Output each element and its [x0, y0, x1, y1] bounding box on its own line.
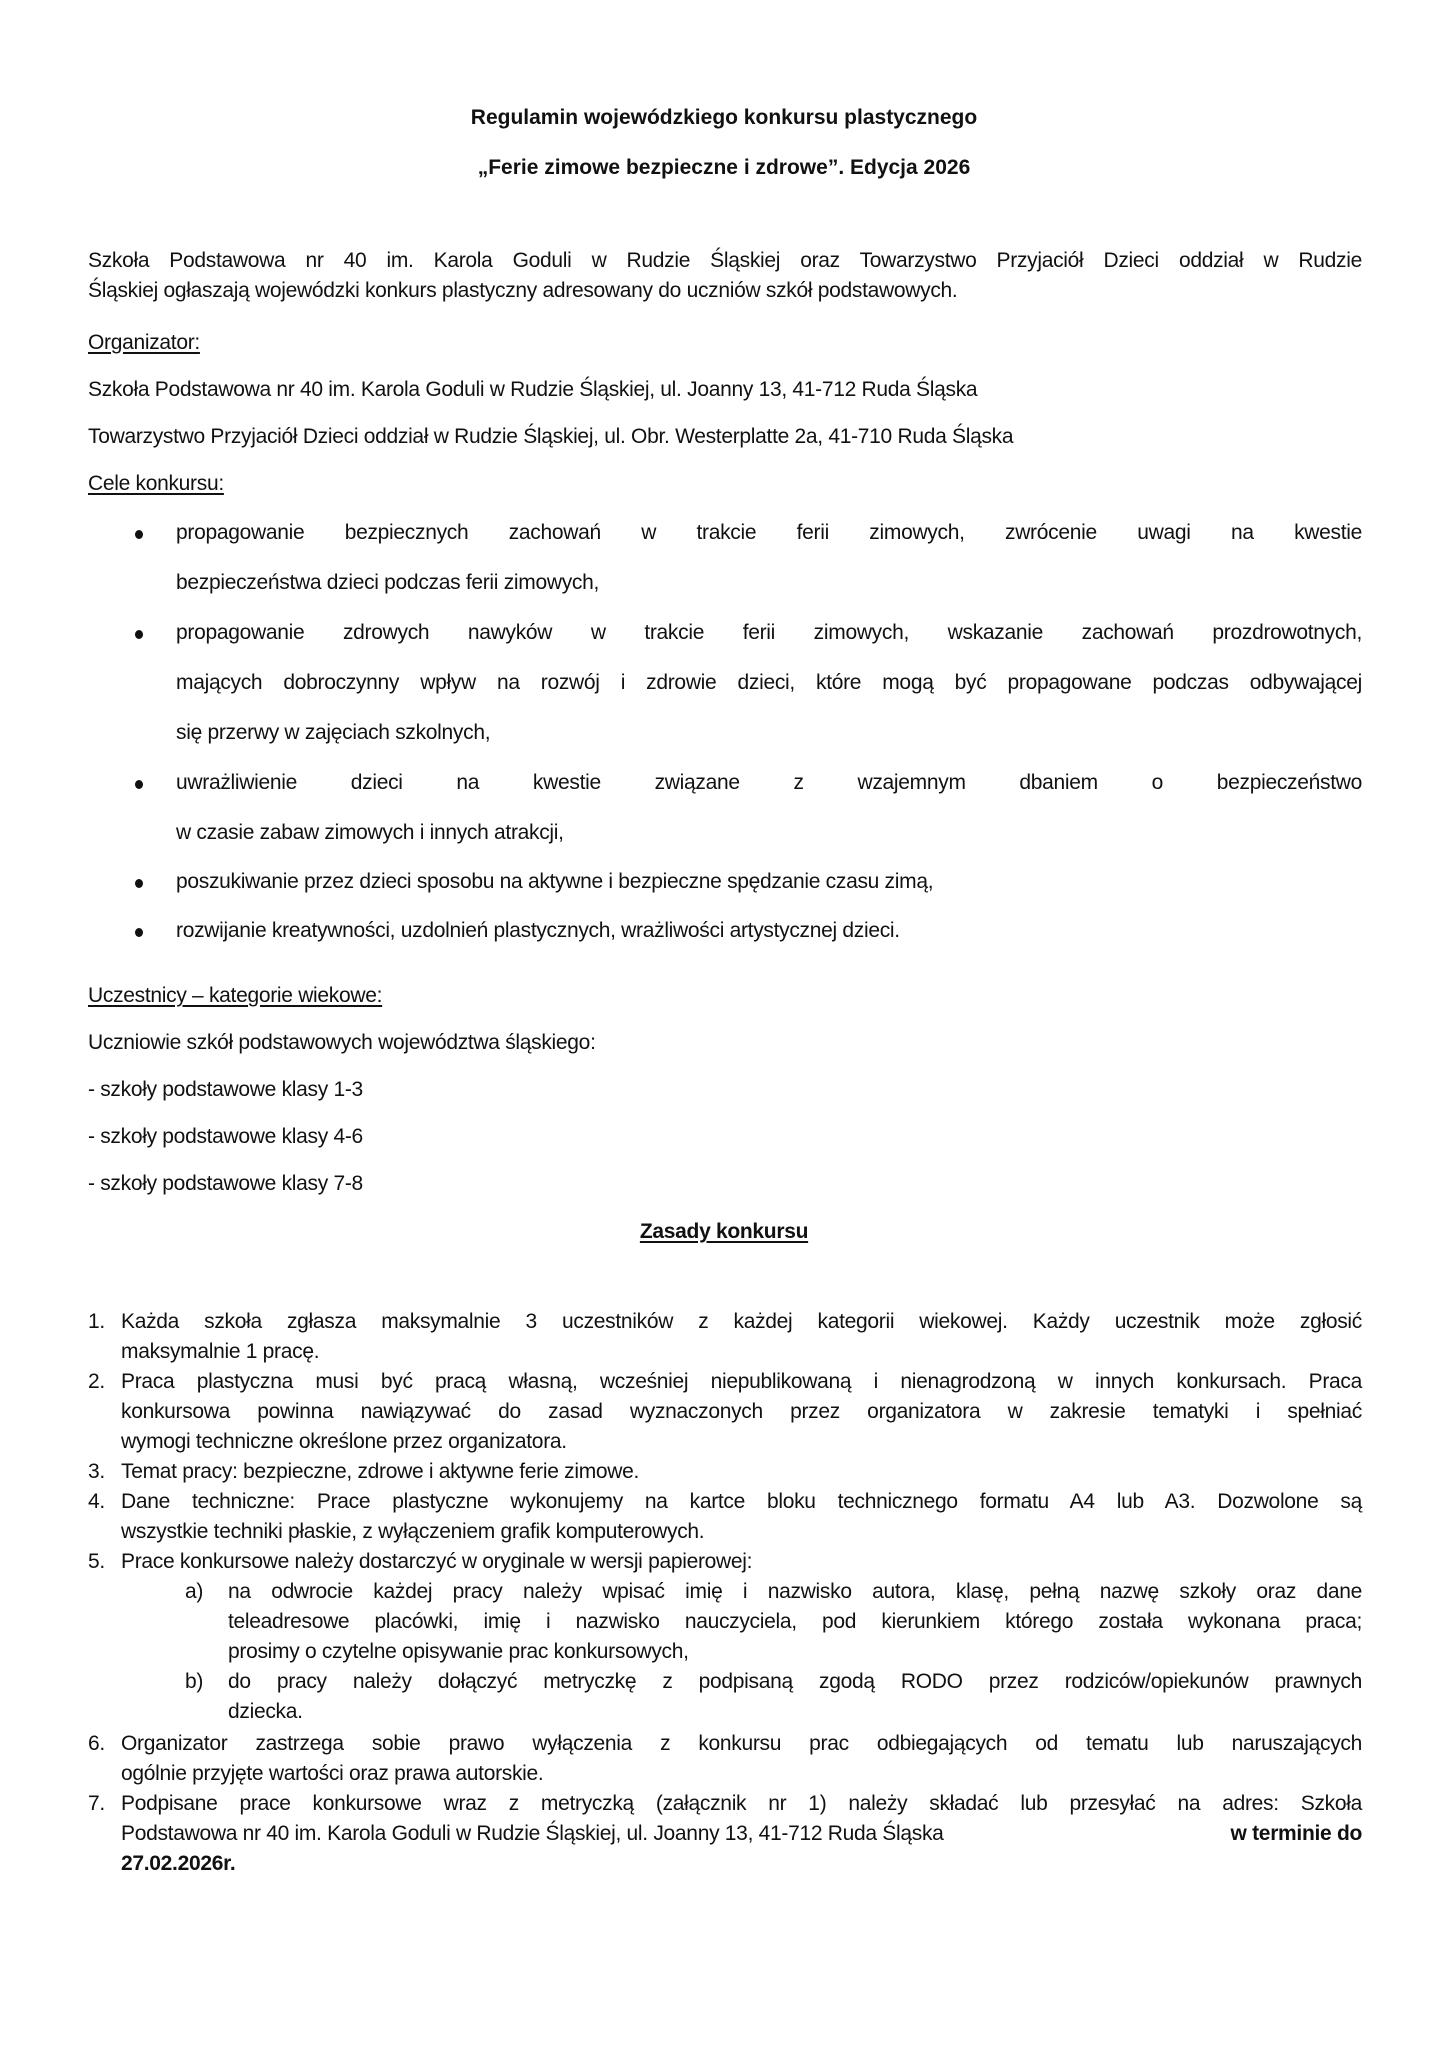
- rule-5a-line-2: teleadresowe placówki, imię i nazwisko nauczyciela, pod kierunkiem którego została wykonana praca;: [228, 1610, 1362, 1633]
- rule-1-number: 1.: [88, 1310, 105, 1333]
- rule-5b-line-2: dziecka.: [228, 1700, 303, 1723]
- rule-6-line-2: ogólnie przyjęte wartości oraz prawa autorskie.: [121, 1762, 544, 1785]
- intro-line-1: Szkoła Podstawowa nr 40 im. Karola Goduli w Rudzie Śląskiej oraz Towarzystwo Przyjaciół Dzieci oddział w Rudzie: [88, 249, 1362, 272]
- rule-2-number: 2.: [88, 1370, 105, 1393]
- rule-7-line-2: [121, 1821, 1362, 1847]
- participants-category-3: - szkoły podstawowe klasy 7-8: [88, 1172, 363, 1195]
- bullet-icon: [135, 530, 143, 539]
- organizer-entry-2: Towarzystwo Przyjaciół Dzieci oddział w Rudzie Śląskiej, ul. Obr. Westerplatte 2a, 41-710 Ruda Śląska: [88, 425, 1014, 448]
- organizer-heading: Organizator:: [88, 331, 200, 354]
- goal-3-line-1: uwrażliwienie dzieci na kwestie związane z wzajemnym dbaniem o bezpieczeństwo: [176, 771, 1362, 794]
- rule-6-line-1: Organizator zastrzega sobie prawo wyłączenia z konkursu prac odbiegających od tematu lub naruszających: [121, 1732, 1362, 1755]
- rule-1-line-2: maksymalnie 1 pracę.: [121, 1340, 320, 1363]
- bullet-icon: [135, 928, 143, 937]
- rule-1-line-1: Każda szkoła zgłasza maksymalnie 3 uczestników z każdej kategorii wiekowej. Każdy uczestnik może zgłosić: [121, 1310, 1362, 1333]
- rule-6-number: 6.: [88, 1732, 105, 1755]
- goal-5-line-1: rozwijanie kreatywności, uzdolnień plastycznych, wrażliwości artystycznej dzieci.: [176, 919, 900, 942]
- rules-heading: Zasady konkursu: [639, 1220, 809, 1243]
- rule-7-deadline-date: 27.02.2026r.: [121, 1852, 236, 1875]
- document-title-line-2: „Ferie zimowe bezpieczne i zdrowe”. Edycja 2026: [477, 156, 971, 179]
- rule-5a-line-1: na odwrocie każdej pracy należy wpisać imię i nazwisko autora, klasę, pełną nazwę szkoły oraz dane: [228, 1580, 1362, 1603]
- participants-category-1: - szkoły podstawowe klasy 1-3: [88, 1078, 363, 1101]
- goal-2-line-2: mających dobroczynny wpływ na rozwój i zdrowie dzieci, które mogą być propagowane podczas odbywającej: [176, 671, 1362, 694]
- rule-2-line-3: wymogi techniczne określone przez organizatora.: [121, 1430, 567, 1453]
- rule-7-deadline-label: w terminie do: [1230, 1822, 1362, 1845]
- rule-5b-line-1: do pracy należy dołączyć metryczkę z podpisaną zgodą RODO przez rodziców/opiekunów prawnych: [228, 1670, 1362, 1693]
- document-title-line-1: Regulamin wojewódzkiego konkursu plastycznego: [470, 106, 978, 129]
- organizer-entry-1: Szkoła Podstawowa nr 40 im. Karola Goduli w Rudzie Śląskiej, ul. Joanny 13, 41-712 Ruda Śląska: [88, 378, 978, 401]
- participants-heading: Uczestnicy – kategorie wiekowe:: [88, 984, 383, 1007]
- goal-2-line-3: się przerwy w zajęciach szkolnych,: [176, 721, 491, 744]
- rule-7-number: 7.: [88, 1792, 105, 1815]
- bullet-icon: [135, 630, 143, 639]
- rule-7-line-1: Podpisane prace konkursowe wraz z metryczką (załącznik nr 1) należy składać lub przesyłać na adres: Szkoła: [121, 1792, 1362, 1815]
- rule-5b-letter: b): [185, 1670, 204, 1693]
- rule-3-line-1: Temat pracy: bezpieczne, zdrowe i aktywne ferie zimowe.: [121, 1460, 640, 1483]
- intro-line-2: Śląskiej ogłaszają wojewódzki konkurs plastyczny adresowany do uczniów szkół podstawowych.: [88, 279, 958, 302]
- rule-4-number: 4.: [88, 1490, 105, 1513]
- goal-1-line-1: propagowanie bezpiecznych zachowań w trakcie ferii zimowych, zwrócenie uwagi na kwestie: [176, 521, 1362, 544]
- goal-2-line-1: propagowanie zdrowych nawyków w trakcie ferii zimowych, wskazanie zachowań prozdrowotnych,: [176, 621, 1362, 644]
- rule-3-number: 3.: [88, 1460, 105, 1483]
- participants-intro: Uczniowie szkół podstawowych województwa śląskiego:: [88, 1031, 596, 1054]
- rule-5-number: 5.: [88, 1550, 105, 1573]
- goals-heading: Cele konkursu:: [88, 472, 224, 495]
- rule-5a-letter: a): [185, 1580, 204, 1603]
- bullet-icon: [135, 879, 143, 888]
- participants-category-2: - szkoły podstawowe klasy 4-6: [88, 1125, 363, 1148]
- rule-5-line-1: Prace konkursowe należy dostarczyć w oryginale w wersji papierowej:: [121, 1550, 753, 1573]
- rule-7-line-2-text: Podstawowa nr 40 im. Karola Goduli w Rudzie Śląskiej, ul. Joanny 13, 41-712 Ruda Śląska: [121, 1822, 944, 1845]
- rule-2-line-2: konkursowa powinna nawiązywać do zasad wyznaczonych przez organizatora w zakresie tematyki i spełniać: [121, 1400, 1362, 1423]
- rule-2-line-1: Praca plastyczna musi być pracą własną, wcześniej niepublikowaną i nienagrodzoną w innych konkursach. Praca: [121, 1370, 1362, 1393]
- goal-3-line-2: w czasie zabaw zimowych i innych atrakcji,: [176, 821, 564, 844]
- bullet-icon: [135, 780, 143, 789]
- rule-5a-line-3: prosimy o czytelne opisywanie prac konkursowych,: [228, 1640, 689, 1663]
- rule-4-line-1: Dane techniczne: Prace plastyczne wykonujemy na kartce bloku technicznego formatu A4 lub A3. Dozwolone są: [121, 1490, 1362, 1513]
- rule-4-line-2: wszystkie techniki płaskie, z wyłączeniem grafik komputerowych.: [121, 1520, 705, 1543]
- goal-4-line-1: poszukiwanie przez dzieci sposobu na aktywne i bezpieczne spędzanie czasu zimą,: [176, 870, 934, 893]
- goal-1-line-2: bezpieczeństwa dzieci podczas ferii zimowych,: [176, 571, 600, 594]
